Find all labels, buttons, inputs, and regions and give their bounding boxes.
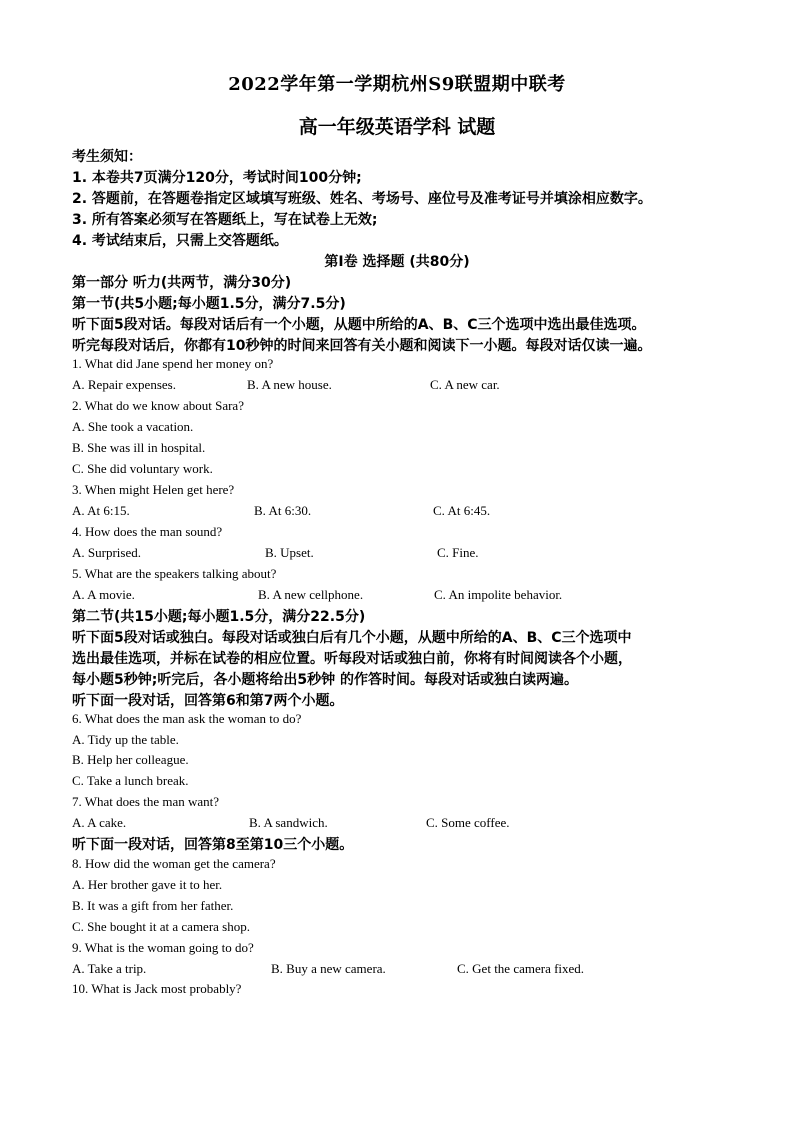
group1-heading: 听下面一段对话，回答第6和第7两个小题。 bbox=[72, 693, 344, 709]
q6-option-b: B. Help her colleague. bbox=[72, 752, 189, 767]
question-8: 8. How did the woman get the camera? bbox=[72, 856, 276, 871]
notice-item: 4. 考试结束后，只需上交答题纸。 bbox=[72, 233, 288, 249]
part1-title: 第一部分 听力(共两节，满分30分) bbox=[72, 275, 292, 291]
q8-option-c: C. She bought it at a camera shop. bbox=[72, 919, 250, 934]
q8-option-a: A. Her brother gave it to her. bbox=[72, 877, 223, 892]
section2-instruction: 听下面5段对话或独白。每段对话或独白后有几个小题，从题中所给的A、B、C三个选项中 bbox=[72, 630, 632, 646]
notice-item: 2. 答题前，在答题卷指定区域填写班级、姓名、考场号、座位号及准考证号并填涂相应数字。 bbox=[72, 191, 652, 207]
q6-option-a: A. Tidy up the table. bbox=[72, 732, 179, 747]
q8-option-b: B. It was a gift from her father. bbox=[72, 898, 234, 913]
q7-option-c: C. Some coffee. bbox=[426, 815, 510, 830]
section2-instruction: 每小题5秒钟;听完后，各小题将给出5秒钟 的作答时间。每段对话或独白读两遍。 bbox=[72, 672, 578, 688]
q5-option-a: A. A movie. bbox=[72, 587, 135, 602]
section2-title: 第二节(共15小题;每小题1.5分，满分22.5分) bbox=[72, 609, 366, 625]
q2-option-b: B. She was ill in hospital. bbox=[72, 440, 206, 455]
exam-title: 2022学年第一学期杭州S9联盟期中联考 bbox=[228, 74, 566, 95]
q1-option-a: A. Repair expenses. bbox=[72, 377, 176, 392]
q3-option-b: B. At 6:30. bbox=[254, 503, 312, 518]
question-10: 10. What is Jack most probably? bbox=[72, 981, 242, 996]
question-7: 7. What does the man want? bbox=[72, 794, 220, 809]
section1-instruction: 听完每段对话后，你都有10秒钟的时间来回答有关小题和阅读下一小题。每段对话仅读一遍。 bbox=[72, 338, 652, 354]
q2-option-c: C. She did voluntary work. bbox=[72, 461, 213, 476]
notice-item: 1. 本卷共7页满分120分，考试时间100分钟; bbox=[72, 170, 362, 186]
notice-heading: 考生须知： bbox=[72, 149, 142, 165]
section1-instruction: 听下面5段对话。每段对话后有一个小题，从题中所给的A、B、C三个选项中选出最佳选项。 bbox=[72, 317, 646, 333]
question-9: 9. What is the woman going to do? bbox=[72, 940, 254, 955]
section2-instruction: 选出最佳选项，并标在试卷的相应位置。听每段对话或独白前，你将有时间阅读各个小题， bbox=[72, 651, 632, 667]
q7-option-b: B. A sandwich. bbox=[249, 815, 328, 830]
question-1: 1. What did Jane spend her money on? bbox=[72, 356, 274, 371]
q9-option-a: A. Take a trip. bbox=[72, 961, 147, 976]
q4-option-a: A. Surprised. bbox=[72, 545, 141, 560]
q1-option-c: C. A new car. bbox=[430, 377, 500, 392]
q7-option-a: A. A cake. bbox=[72, 815, 127, 830]
q1-option-b: B. A new house. bbox=[247, 377, 332, 392]
question-4: 4. How does the man sound? bbox=[72, 524, 223, 539]
q5-option-b: B. A new cellphone. bbox=[258, 587, 364, 602]
exam-subtitle: 高一年级英语学科 试题 bbox=[298, 116, 496, 138]
notice-item: 3. 所有答案必须写在答题纸上，写在试卷上无效; bbox=[72, 212, 378, 228]
q3-option-c: C. At 6:45. bbox=[433, 503, 491, 518]
q4-option-b: B. Upset. bbox=[265, 545, 314, 560]
q9-option-b: B. Buy a new camera. bbox=[271, 961, 386, 976]
question-6: 6. What does the man ask the woman to do? bbox=[72, 711, 302, 726]
q3-option-a: A. At 6:15. bbox=[72, 503, 130, 518]
q9-option-c: C. Get the camera fixed. bbox=[457, 961, 585, 976]
question-5: 5. What are the speakers talking about? bbox=[72, 566, 277, 581]
question-2: 2. What do we know about Sara? bbox=[72, 398, 244, 413]
question-3: 3. When might Helen get here? bbox=[72, 482, 235, 497]
q5-option-c: C. An impolite behavior. bbox=[434, 587, 563, 602]
volume-title: 第Ⅰ卷 选择题 (共80分) bbox=[324, 254, 470, 270]
q2-option-a: A. She took a vacation. bbox=[72, 419, 194, 434]
section1-title: 第一节(共5小题;每小题1.5分，满分7.5分) bbox=[72, 296, 346, 312]
q6-option-c: C. Take a lunch break. bbox=[72, 773, 189, 788]
q4-option-c: C. Fine. bbox=[437, 545, 479, 560]
group2-heading: 听下面一段对话，回答第8至第10三个小题。 bbox=[72, 837, 354, 853]
